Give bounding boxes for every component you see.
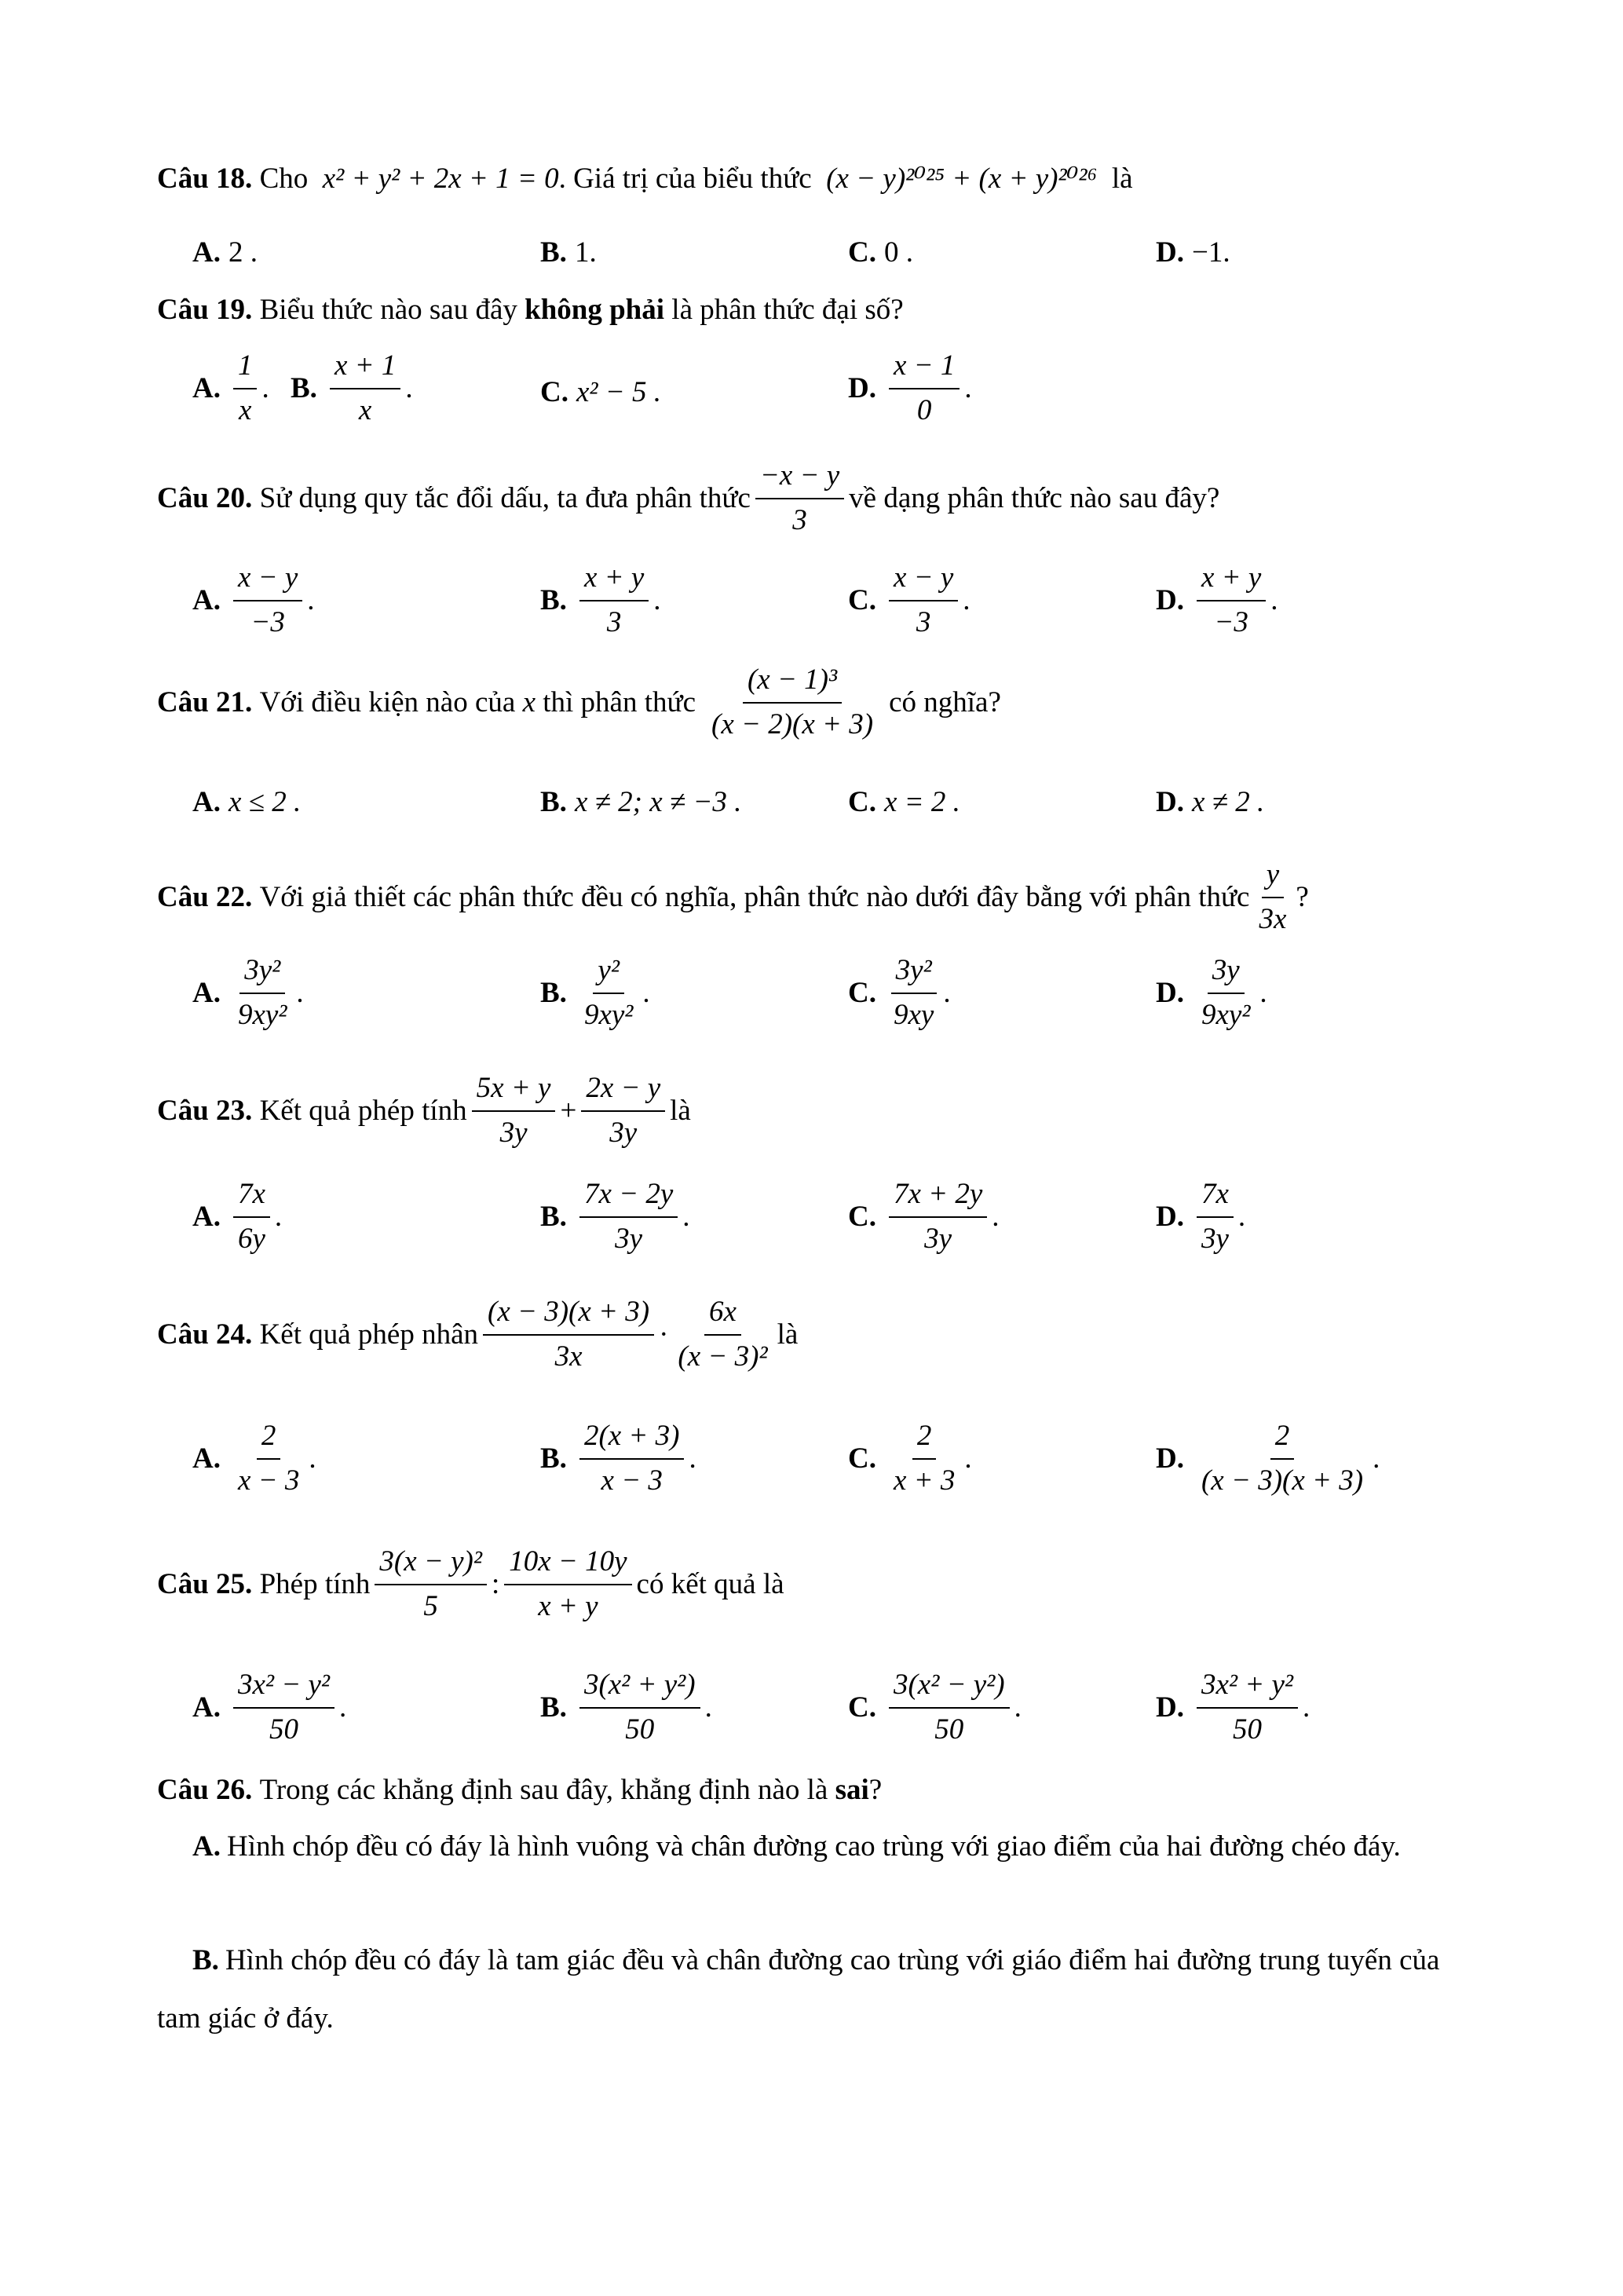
denominator: 3 — [606, 605, 622, 638]
q19-option-b[interactable] — [291, 349, 413, 427]
q22-option-d[interactable] — [1156, 954, 1267, 1032]
q20-option-d[interactable] — [1156, 561, 1278, 639]
denominator: 9xy² — [1201, 998, 1251, 1031]
denominator: 3x — [1259, 902, 1287, 935]
q19-stem — [157, 293, 904, 327]
q25-option-b[interactable] — [540, 1669, 712, 1746]
fraction — [233, 349, 258, 427]
option-label: D. — [1156, 786, 1184, 818]
option-label: C. — [848, 1201, 876, 1234]
option-end: . — [261, 372, 269, 405]
q21-var: x — [522, 686, 536, 719]
option-end: . — [653, 584, 661, 617]
q18-mid: . Giá trị của biểu thức — [558, 162, 812, 195]
q18-post: là — [1111, 162, 1133, 195]
denominator: x — [358, 393, 372, 426]
option-end: . — [1302, 1691, 1310, 1724]
fraction — [1254, 858, 1291, 936]
fraction — [504, 1545, 631, 1623]
numerator: 2x − y — [581, 1072, 665, 1112]
denominator: 3y — [615, 1222, 643, 1255]
numerator: x − y — [233, 561, 302, 601]
denominator: x + 3 — [893, 1464, 956, 1497]
denominator: 9xy² — [583, 998, 634, 1031]
option-label: D. — [1156, 584, 1184, 617]
numerator: (x − 1)³ — [743, 664, 842, 704]
numerator: 3y — [1208, 954, 1245, 994]
q19-option-a[interactable] — [192, 349, 269, 427]
denominator: 9xy — [893, 998, 934, 1031]
fraction — [1197, 1669, 1298, 1746]
option-text: 2 . — [228, 236, 258, 269]
q23-option-a[interactable] — [192, 1178, 282, 1256]
denominator: 3y — [1201, 1222, 1229, 1255]
fraction — [483, 1296, 654, 1373]
fraction — [233, 561, 302, 639]
denominator: 3y — [609, 1116, 638, 1149]
option-label: D. — [1156, 1691, 1184, 1724]
option-end: . — [964, 1442, 972, 1475]
q20-option-b[interactable] — [540, 561, 661, 639]
fraction — [755, 459, 844, 537]
fraction — [579, 954, 638, 1032]
q26-option-b[interactable] — [157, 1932, 1476, 2048]
numerator: 3(x² + y²) — [579, 1669, 700, 1709]
denominator: (x − 2)(x + 3) — [711, 707, 874, 740]
q22-option-b[interactable] — [540, 954, 650, 1032]
fraction — [579, 561, 649, 639]
q20-label: Câu 20. — [157, 482, 253, 515]
q25-pre: Phép tính — [259, 1568, 371, 1601]
q25-option-d[interactable] — [1156, 1669, 1310, 1746]
numerator: 7x — [1197, 1178, 1234, 1218]
q20-pre: Sử dụng quy tắc đổi dấu, ta đưa phân thức — [259, 482, 751, 515]
fraction — [233, 1178, 270, 1256]
option-label: C. — [540, 376, 568, 408]
numerator: x + y — [579, 561, 649, 601]
denominator: 50 — [269, 1713, 298, 1746]
q25-label: Câu 25. — [157, 1568, 253, 1601]
q21-mid: thì phân thức — [543, 686, 696, 719]
option-end: . — [943, 977, 951, 1010]
numerator: 1 — [233, 349, 258, 389]
q18-option-c[interactable] — [848, 236, 913, 269]
option-text: x ≠ 2 . — [1191, 786, 1265, 818]
option-end: . — [1237, 1201, 1246, 1234]
numerator: 6x — [704, 1296, 741, 1336]
option-label: B. — [540, 1201, 567, 1234]
option-label: B. — [540, 584, 567, 617]
option-label: A. — [192, 1830, 221, 1863]
option-label: C. — [848, 786, 876, 818]
q26-option-a[interactable] — [157, 1818, 1476, 1876]
q23-option-d[interactable] — [1156, 1178, 1245, 1256]
fraction — [1197, 954, 1255, 1032]
option-text: x ≠ 2; x ≠ −3 . — [574, 786, 742, 818]
denominator: 6y — [237, 1222, 265, 1255]
option-label: A. — [192, 372, 221, 405]
numerator: 7x + 2y — [889, 1178, 987, 1218]
q24-pre: Kết quả phép nhân — [259, 1318, 479, 1351]
q26-stem — [157, 1773, 882, 1807]
denominator: 3 — [792, 503, 807, 536]
numerator: x + 1 — [330, 349, 400, 389]
option-end: . — [405, 372, 413, 405]
option-label: B. — [540, 236, 567, 269]
fraction — [889, 561, 958, 639]
fraction — [233, 1669, 334, 1746]
option-end: . — [309, 1442, 316, 1475]
numerator: 3(x − y)² — [375, 1545, 487, 1585]
q25-option-a[interactable] — [192, 1669, 346, 1746]
numerator: 3y² — [891, 954, 937, 994]
denominator: 50 — [934, 1713, 964, 1746]
q24-stem — [157, 1296, 798, 1373]
option-text: 0 . — [883, 236, 913, 269]
q26-label: Câu 26. — [157, 1774, 253, 1806]
option-label: C. — [848, 977, 876, 1010]
fraction — [581, 1072, 665, 1150]
fraction — [330, 349, 400, 427]
option-end: . — [689, 1442, 696, 1475]
numerator: y — [1262, 858, 1284, 898]
fraction — [472, 1072, 556, 1150]
option-end: . — [992, 1201, 1000, 1234]
denominator: 50 — [1232, 1713, 1262, 1746]
q21-pre: Với điều kiện nào của — [259, 686, 516, 719]
option-label: B. — [540, 1442, 567, 1475]
q21-option-a[interactable] — [192, 785, 301, 819]
q24-option-d[interactable] — [1156, 1420, 1380, 1497]
fraction — [889, 1420, 960, 1497]
option-text: −1. — [1191, 236, 1230, 269]
q23-pre: Kết quả phép tính — [259, 1095, 467, 1128]
numerator: 10x − 10y — [504, 1545, 631, 1585]
numerator: 5x + y — [472, 1072, 556, 1112]
option-label: C. — [848, 1691, 876, 1724]
option-text: Hình chóp đều có đáy là hình vuông và chân đường cao trùng với giao điểm của hai đường chéo đáy. — [226, 1830, 1401, 1863]
option-label: C. — [848, 1442, 876, 1475]
q22-label: Câu 22. — [157, 881, 253, 914]
denominator: −3 — [250, 605, 285, 638]
numerator: 3x² + y² — [1197, 1669, 1298, 1709]
q19-label: Câu 19. — [157, 294, 253, 326]
fraction — [889, 1178, 987, 1256]
denominator: 5 — [423, 1589, 438, 1622]
option-label: A. — [192, 236, 221, 269]
option-label: A. — [192, 1201, 221, 1234]
denominator: 3 — [916, 605, 931, 638]
q18-option-a[interactable] — [192, 236, 258, 269]
numerator: x + y — [1197, 561, 1266, 601]
q23-post: là — [670, 1095, 691, 1128]
q21-option-d[interactable] — [1156, 785, 1264, 819]
q18-option-b[interactable] — [540, 236, 597, 269]
q25-stem — [157, 1545, 784, 1623]
q21-post: có nghĩa? — [889, 686, 1001, 719]
denominator: (x − 3)(x + 3) — [1201, 1464, 1364, 1497]
option-text: 1. — [574, 236, 597, 269]
option-label: B. — [291, 372, 317, 405]
q24-option-a[interactable] — [192, 1420, 316, 1497]
q21-label: Câu 21. — [157, 686, 253, 719]
fraction — [707, 664, 878, 741]
numerator: 7x — [233, 1178, 270, 1218]
q23-option-b[interactable] — [540, 1178, 690, 1256]
q22-pre: Với giả thiết các phân thức đều có nghĩa, phân thức nào dưới đây bằng với phân thức — [259, 881, 1250, 914]
option-end: . — [682, 1201, 690, 1234]
numerator: y² — [593, 954, 624, 994]
option-text: x = 2 . — [883, 786, 960, 818]
denominator: −3 — [1214, 605, 1248, 638]
fraction — [1197, 1178, 1234, 1256]
q19-option-c[interactable] — [540, 375, 661, 409]
q21-stem — [157, 664, 1001, 741]
fraction — [1197, 561, 1266, 639]
fraction — [233, 954, 291, 1032]
fraction — [579, 1178, 678, 1256]
numerator: 2 — [912, 1420, 937, 1460]
denominator: 0 — [916, 393, 932, 426]
q20-stem — [157, 459, 1219, 537]
option-end: . — [307, 584, 315, 617]
q26-post: ? — [868, 1774, 883, 1806]
fraction — [889, 954, 938, 1032]
q18-expression: (x − y)²⁰²⁵ + (x + y)²⁰²⁶ — [826, 163, 1098, 195]
option-label: B. — [540, 1691, 567, 1724]
numerator: 3y² — [239, 954, 285, 994]
option-label: C. — [848, 584, 876, 617]
numerator: 3x² − y² — [233, 1669, 334, 1709]
fraction — [1197, 1420, 1368, 1497]
operator: · — [659, 1318, 669, 1351]
denominator: (x − 3)² — [678, 1340, 768, 1373]
denominator: x — [239, 393, 252, 426]
q22-option-a[interactable] — [192, 954, 304, 1032]
denominator: x + y — [538, 1589, 598, 1622]
option-end: . — [1373, 1442, 1380, 1475]
q18-pre: Cho — [259, 162, 309, 195]
option-text: x² − 5 . — [576, 376, 661, 408]
denominator: 3y — [924, 1222, 952, 1255]
q22-stem — [157, 858, 1309, 936]
q23-option-c[interactable] — [848, 1178, 1000, 1256]
fraction — [673, 1296, 772, 1373]
numerator: (x − 3)(x + 3) — [483, 1296, 654, 1336]
option-label: D. — [1156, 1442, 1184, 1475]
q23-label: Câu 23. — [157, 1095, 253, 1128]
q26-pre: Trong các khẳng định sau đây, khẳng định nào là — [259, 1774, 828, 1806]
option-text: Hình chóp đều có đáy là tam giác đều và chân đường cao trùng với giáo điểm hai đường trung tuyến của tam giác ở đáy. — [157, 1944, 1440, 2035]
q19-pre: Biểu thức nào sau đây — [259, 294, 517, 326]
option-end: . — [963, 584, 971, 617]
option-label: D. — [848, 372, 876, 405]
q26-bold: sai — [835, 1774, 869, 1806]
option-end: . — [642, 977, 650, 1010]
operator: : — [491, 1568, 500, 1601]
fraction — [889, 349, 960, 427]
option-label: D. — [1156, 1201, 1184, 1234]
option-label: A. — [192, 1442, 221, 1475]
numerator: x − y — [889, 561, 958, 601]
q20-option-a[interactable] — [192, 561, 315, 639]
option-label: B. — [540, 977, 567, 1010]
option-label: A. — [192, 786, 221, 818]
q24-post: là — [777, 1318, 799, 1351]
numerator: −x − y — [755, 459, 844, 499]
denominator: 3x — [554, 1340, 583, 1373]
option-label: B. — [540, 786, 567, 818]
q18-label: Câu 18. — [157, 162, 253, 195]
numerator: 2 — [257, 1420, 281, 1460]
option-label: B. — [192, 1944, 219, 1976]
q18-equation: x² + y² + 2x + 1 = 0 — [322, 162, 559, 195]
numerator: 7x − 2y — [579, 1178, 678, 1218]
denominator: x − 3 — [237, 1464, 300, 1497]
q25-option-c[interactable] — [848, 1669, 1022, 1746]
q20-post: về dạng phân thức nào sau đây? — [849, 482, 1220, 515]
q19-bold: không phải — [525, 294, 665, 326]
option-end: . — [1014, 1691, 1022, 1724]
denominator: 3y — [499, 1116, 528, 1149]
fraction — [579, 1669, 700, 1746]
option-end: . — [1270, 584, 1278, 617]
q22-option-c[interactable] — [848, 954, 951, 1032]
denominator: 9xy² — [237, 998, 287, 1031]
fraction — [889, 1669, 1010, 1746]
option-end: . — [704, 1691, 712, 1724]
option-end: . — [1259, 977, 1267, 1010]
option-label: D. — [1156, 977, 1184, 1010]
option-end: . — [296, 977, 304, 1010]
fraction — [233, 1420, 304, 1497]
q18-stem — [157, 161, 1133, 196]
numerator: x − 1 — [889, 349, 960, 389]
option-label: A. — [192, 977, 221, 1010]
q24-option-c[interactable] — [848, 1420, 972, 1497]
q18-option-d[interactable] — [1156, 236, 1230, 269]
option-label: D. — [1156, 236, 1184, 269]
q24-label: Câu 24. — [157, 1318, 253, 1351]
numerator: 2(x + 3) — [579, 1420, 685, 1460]
option-label: A. — [192, 584, 221, 617]
q21-option-c[interactable] — [848, 785, 960, 819]
q22-post: ? — [1296, 881, 1309, 914]
q25-post: có kết quả là — [636, 1568, 784, 1601]
q21-option-b[interactable] — [540, 785, 741, 819]
q19-post: là phân thức đại số? — [671, 294, 904, 326]
denominator: 50 — [625, 1713, 655, 1746]
q23-stem — [157, 1072, 691, 1150]
q20-option-c[interactable] — [848, 561, 971, 639]
fraction — [375, 1545, 487, 1623]
option-label: A. — [192, 1691, 221, 1724]
numerator: 3(x² − y²) — [889, 1669, 1010, 1709]
option-end: . — [274, 1201, 283, 1234]
operator: + — [560, 1095, 577, 1128]
fraction — [579, 1420, 685, 1497]
denominator: x − 3 — [601, 1464, 663, 1497]
numerator: 2 — [1270, 1420, 1295, 1460]
q19-option-d[interactable] — [848, 349, 972, 427]
option-label: C. — [848, 236, 876, 269]
option-end: . — [338, 1691, 347, 1724]
q24-option-b[interactable] — [540, 1420, 696, 1497]
option-end: . — [964, 372, 972, 405]
option-text: x ≤ 2 . — [228, 786, 302, 818]
